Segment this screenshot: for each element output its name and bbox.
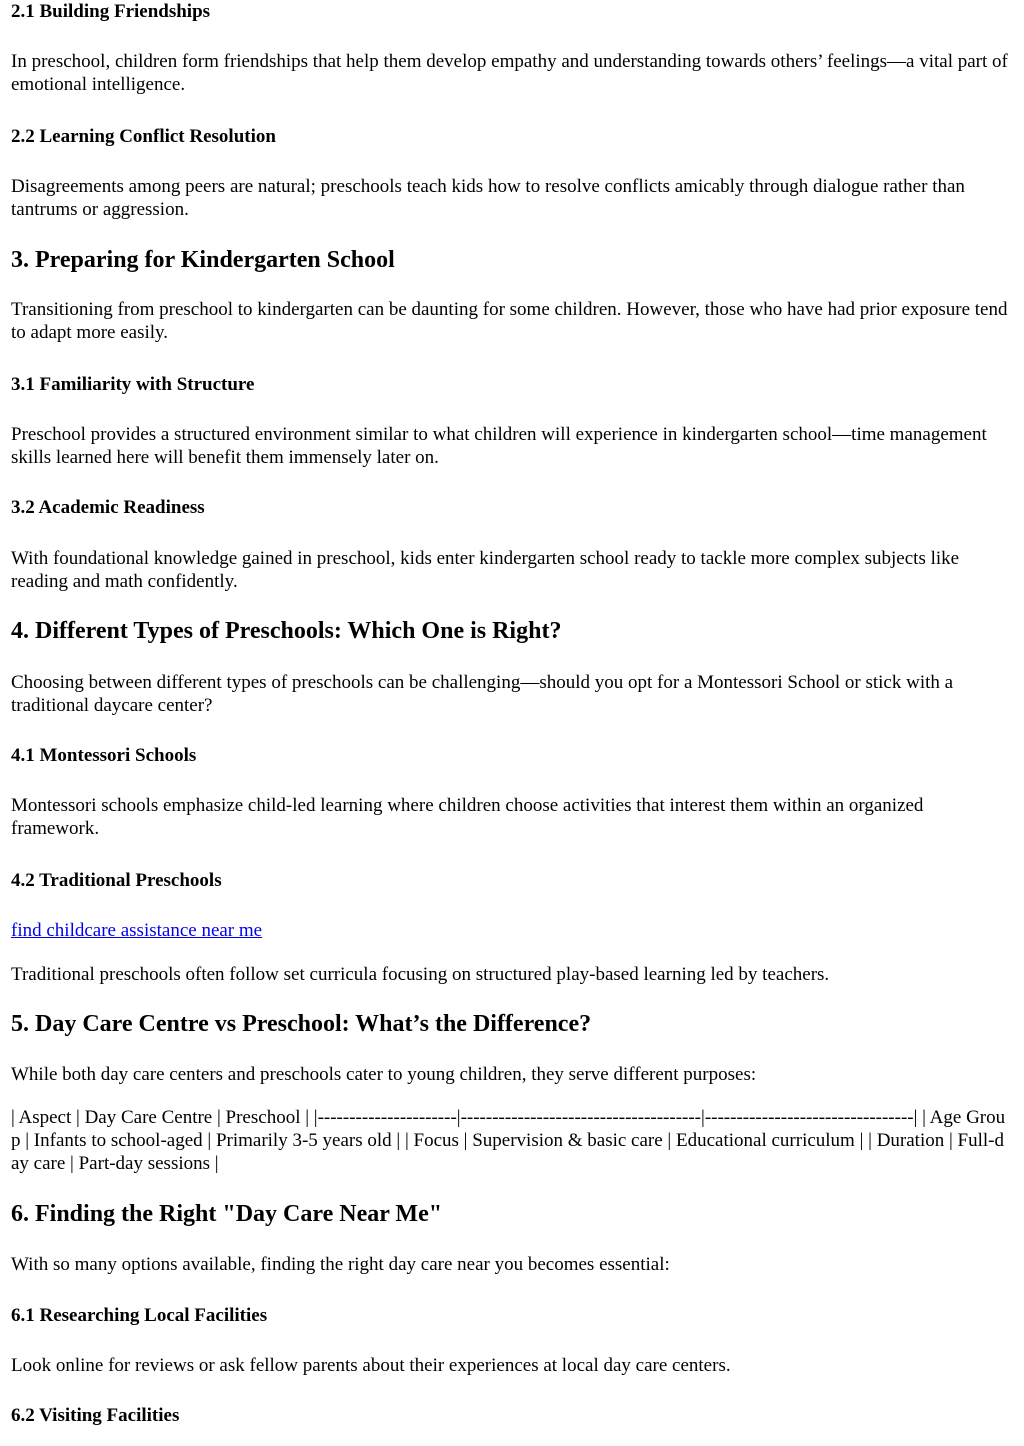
- section-heading-4: 4. Different Types of Preschools: Which One is Right?: [11, 618, 562, 644]
- section-text-6: With so many options available, finding the right day care near you becomes essential:: [11, 1254, 670, 1275]
- section-heading-3: 3. Preparing for Kindergarten School: [11, 247, 395, 273]
- section-heading-6-2: 6.2 Visiting Facilities: [11, 1405, 180, 1426]
- section-text-2-2: Disagreements among peers are natural; preschools teach kids how to resolve conflicts amicably through dialogue rather than tantrums or aggression.: [11, 176, 965, 220]
- section-text-3-2: With foundational knowledge gained in preschool, kids enter kindergarten school ready to tackle more complex subjects like reading and math confidently.: [11, 548, 960, 592]
- section-text-5: While both day care centers and preschools cater to young children, they serve different purposes:: [11, 1064, 757, 1085]
- section-heading-6: 6. Finding the Right "Day Care Near Me": [11, 1201, 443, 1227]
- section-heading-3-2: 3.2 Academic Readiness: [11, 497, 205, 518]
- section-text-4: Choosing between different types of preschools can be challenging—should you opt for a Montessori School or stick with a traditional daycare center?: [11, 672, 954, 716]
- section-text-6-1: Look online for reviews or ask fellow parents about their experiences at local day care centers.: [11, 1355, 731, 1376]
- section-heading-4-2: 4.2 Traditional Preschools: [11, 870, 222, 891]
- section-heading-2-1: 2.1 Building Friendships: [11, 1, 211, 22]
- section-heading-5: 5. Day Care Centre vs Preschool: What’s the Difference?: [11, 1011, 592, 1037]
- section-text-3-1: Preschool provides a structured environment similar to what children will experience in kindergarten school—time management skills learned here will benefit them immensely later on.: [11, 424, 987, 468]
- section-heading-4-1: 4.1 Montessori Schools: [11, 745, 197, 766]
- childcare-assistance-link[interactable]: find childcare assistance near me: [11, 920, 263, 941]
- section-text-3: Transitioning from preschool to kindergarten can be daunting for some children. However, those who have had prior exposure tend to adapt more easily.: [11, 299, 1008, 343]
- link-paragraph: [11, 919, 1010, 942]
- section-heading-6-1: 6.1 Researching Local Facilities: [11, 1305, 268, 1326]
- section-heading-2-2: 2.2 Learning Conflict Resolution: [11, 126, 276, 147]
- comparison-table-raw: | Aspect | Day Care Centre | Preschool | |----------------------|--------------------------------------|---------------------------------| | Age Group | Infants to school-aged | Primarily 3-5 years old | | Focus | Supervision & basic care | Educational curriculum | | Duration | Full-day care | Part-day sessions |: [11, 1107, 1006, 1174]
- section-text-4-2: Traditional preschools often follow set curricula focusing on structured play-based learning led by teachers.: [11, 964, 830, 985]
- section-text-2-1: In preschool, children form friendships that help them develop empathy and understanding towards others’ feelings—a vital part of emotional intelligence.: [11, 51, 1008, 95]
- section-text-4-1: Montessori schools emphasize child-led learning where children choose activities that interest them within an organized framework.: [11, 795, 924, 839]
- section-heading-3-1: 3.1 Familiarity with Structure: [11, 374, 255, 395]
